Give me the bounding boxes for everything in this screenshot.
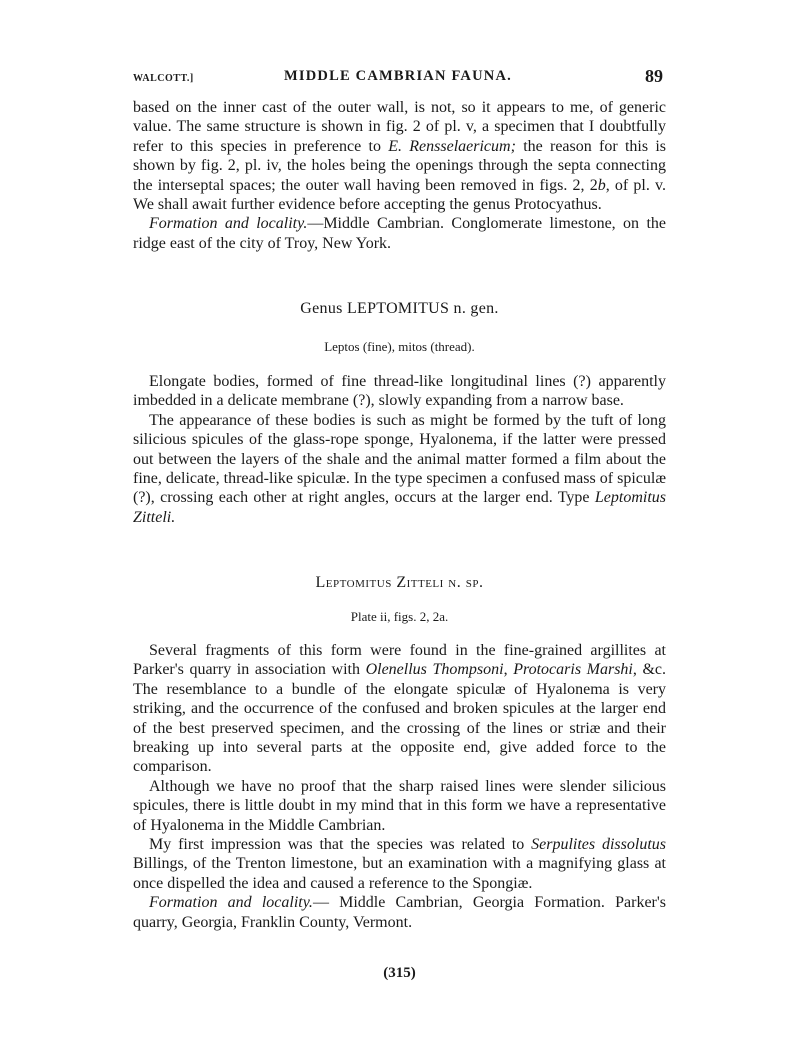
formation-locality-paragraph: Formation and locality.—Middle Cambrian. Conglomerate limestone, on the ridge east of the city of Troy, New York.: [133, 215, 666, 252]
running-head-title: MIDDLE CAMBRIAN FAUNA.: [284, 68, 512, 84]
formation-locality-label: Formation and locality.: [149, 215, 308, 233]
continued-paragraph: based on the inner cast of the outer wall, is not, so it appears to me, of generic value. The same structure is shown in fig. 2 of pl. v, a specimen that I doubtfully refer to this species in preference to E. Rensselaericum; the reason for this is shown by fig. 2, pl. iv, the holes being the openings through the septa connecting the interseptal spaces; the outer wall having been removed in figs. 2, 2b, of pl. v. We shall await further evidence before accepting the genus Protocyathus.: [133, 99, 667, 214]
genus-etymology: Leptos (fine), mitos (thread).: [324, 339, 475, 354]
species-heading: Leptomitus Zitteli n. sp.: [315, 574, 484, 591]
genus-description: [133, 372, 666, 527]
folio-number: (315): [383, 965, 416, 981]
genus-comparison-paragraph: The appearance of these bodies is such as might be formed by the tuft of long silicious spicules of the glass-rope sponge, Hyalonema, if the latter were pressed out between the layers of the shale and the animal matter formed a film about the fine, delicate, thread-like spiculæ. In the type specimen a confused mass of spiculæ (?), crossing each other at right angles, occurs at the larger end. Type Leptomitus Zitteli.: [133, 411, 666, 526]
running-header: [133, 66, 663, 90]
running-head-author: WALCOTT.]: [133, 73, 194, 84]
species-paragraph-2: Although we have no proof that the sharp raised lines were slender silicious spicules, there is little doubt in my mind that in this form we have a representative of Hyalonema in the Middle Cambrian.: [133, 777, 666, 834]
formation-locality-label-2: Formation and locality.: [149, 894, 313, 912]
opening-section: [133, 98, 666, 253]
genus-description-paragraph: Elongate bodies, formed of fine thread-like longitudinal lines (?) apparently imbedded in a delicate membrane (?), slowly expanding from a narrow base.: [133, 373, 666, 410]
page-number: 89: [645, 66, 663, 86]
species-locality-paragraph: Formation and locality.— Middle Cambrian, Georgia Formation. Parker's quarry, Georgia, Franklin County, Vermont.: [133, 894, 666, 931]
species-paragraph-1: Several fragments of this form were found in the fine-grained argillites at Parker's quarry in association with Olenellus Thompsoni, Protocaris Marshi, &c. The resemblance to a bundle of the elongate spiculæ of Hyalonema is very striking, and the occurrence of the confused and broken spicules at the larger end of the best preserved specimen, and the crossing of the lines or striæ and their breaking up into several parts at the opposite end, give added force to the comparison.: [133, 642, 667, 776]
species-description: [133, 641, 666, 932]
genus-heading: Genus LEPTOMITUS n. gen.: [300, 300, 499, 317]
plate-reference: Plate ii, figs. 2, 2a.: [350, 609, 449, 624]
species-paragraph-3: My first impression was that the species was related to Serpulites dissolutus Billings, of the Trenton limestone, but an examination with a magnifying glass at once dispelled the idea and caused a reference to the Spongiæ.: [133, 836, 666, 892]
